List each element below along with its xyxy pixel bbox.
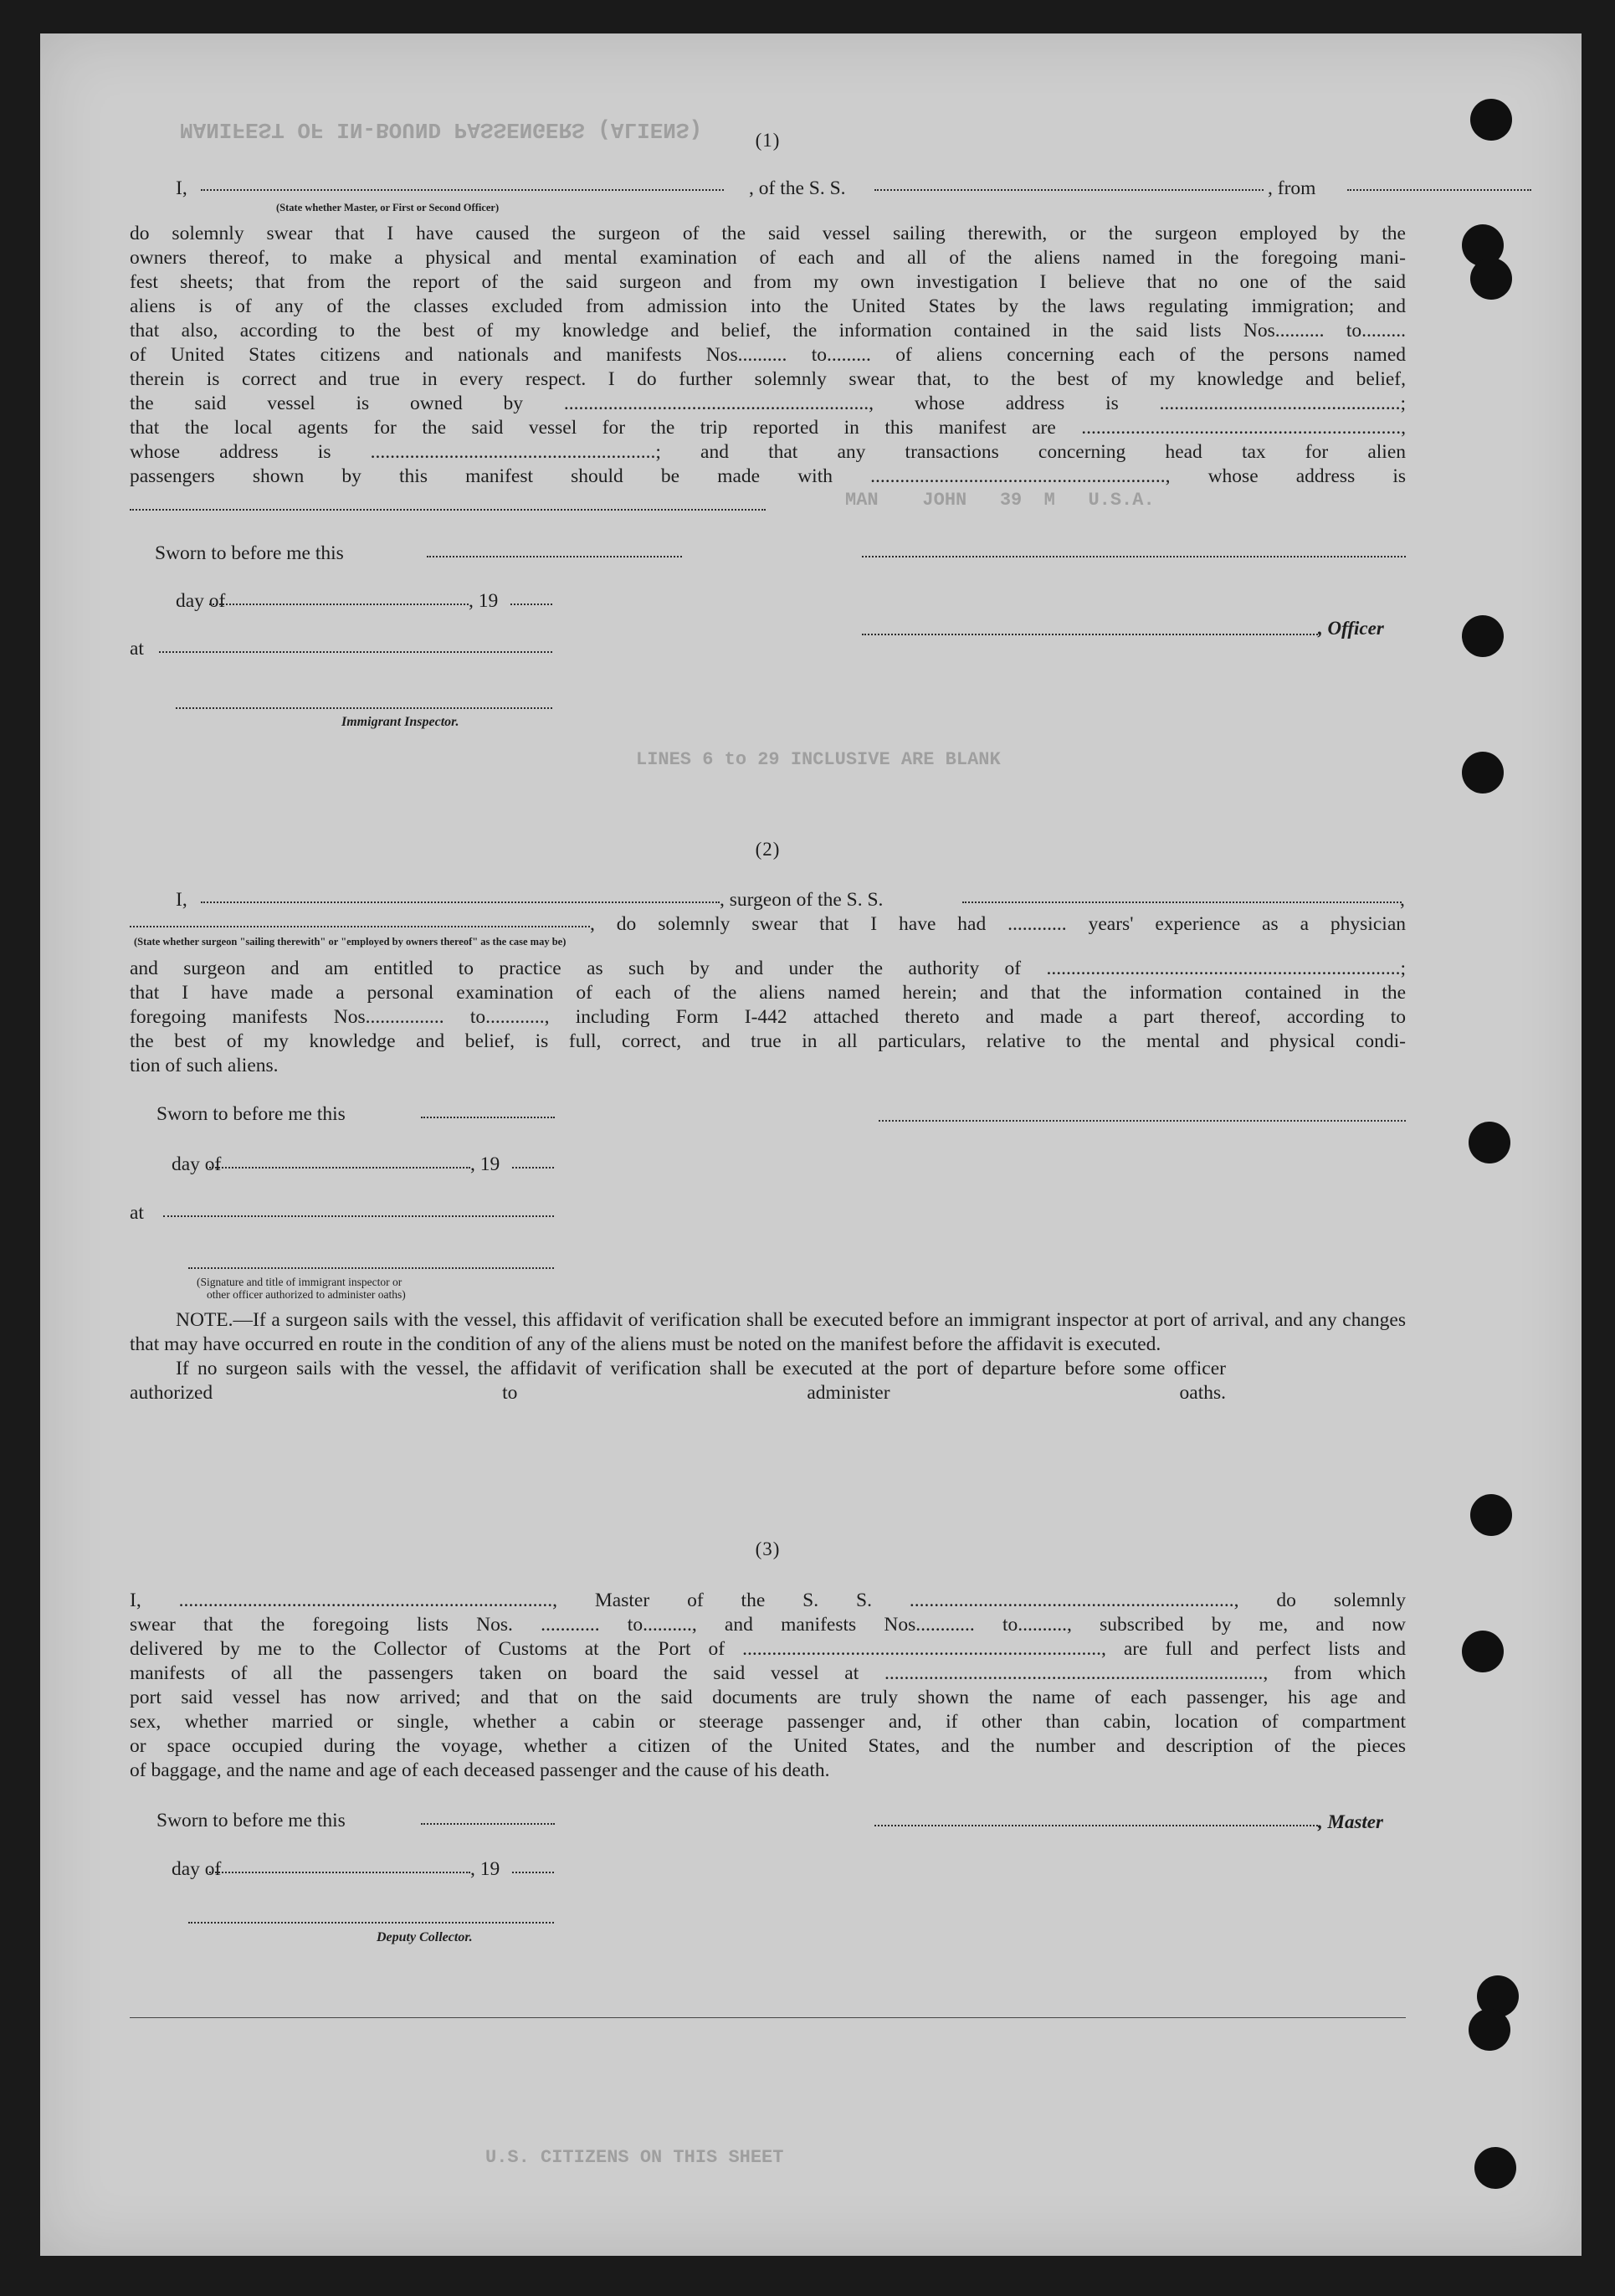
year-field[interactable] — [510, 604, 552, 605]
oath-line: tion of such aliens. — [130, 1055, 279, 1076]
oath-line: swear that the foregoing lists Nos. ............ to.........., and manifests Nos............ to.........., subscribed by me, and now — [130, 1614, 1406, 1636]
deputy-signature-line[interactable] — [188, 1922, 554, 1924]
punch-hole — [1469, 2009, 1510, 2051]
section-number: (1) — [755, 130, 781, 151]
officer-label: , Officer — [1318, 618, 1384, 639]
inspector-signature-line[interactable] — [176, 707, 552, 709]
bleed-through-typed-text-2: LINES 6 to 29 INCLUSIVE ARE BLANK — [636, 749, 1001, 770]
oath-line: the said vessel is owned by .............................................................., whose address is .................................................; — [130, 393, 1406, 414]
month-field[interactable] — [209, 604, 469, 605]
oath-line: manifests of all the passengers taken on board the said vessel at ............................................................................., from which — [130, 1662, 1406, 1684]
sworn-label: Sworn to before me this — [156, 1103, 346, 1125]
punch-hole — [1462, 752, 1504, 794]
signature-caption: other officer authorized to administer oaths) — [207, 1288, 406, 1301]
sworn-day-field[interactable] — [427, 556, 682, 557]
verification-note — [130, 1308, 1406, 1405]
oath-line: do solemnly swear that I have caused the surgeon of the said vessel sailing therewith, or the surgeon employed by the — [130, 223, 1406, 244]
bottom-rule — [130, 2017, 1406, 2018]
bleed-through-typed-text: MAN JOHN 39 M U.S.A. — [845, 490, 1155, 511]
officer-title-line[interactable] — [862, 634, 1318, 635]
experience-line: , do solemnly swear that I have had ............ years' experience as a physician — [590, 913, 1406, 935]
day-of-label: day of — [172, 1858, 222, 1880]
oath-line: and surgeon and am entitled to practice as such by and under the authority of ........................................................................; — [130, 958, 1406, 979]
month-field[interactable] — [209, 1872, 470, 1873]
oath-line: whose address is ..........................................................; and that any transactions concerning head tax for alien — [130, 441, 1406, 463]
punch-hole — [1474, 2147, 1516, 2189]
oath-line: that the local agents for the said vessel for the trip reported in this manifest are ................................................................., — [130, 417, 1406, 439]
oath-line: that also, according to the best of my knowledge and belief, the information contained in the said lists Nos.......... to......... — [130, 320, 1406, 342]
sworn-label: Sworn to before me this — [155, 542, 344, 564]
surgeon-signature-line[interactable] — [879, 1120, 1406, 1122]
master-label: , Master — [1318, 1811, 1383, 1832]
month-field[interactable] — [209, 1167, 470, 1169]
surgeon-ship-label: , surgeon of the S. S. — [720, 889, 884, 911]
day-of-label: day of — [176, 590, 226, 612]
surgeon-name-field[interactable] — [201, 901, 720, 903]
sworn-day-field[interactable] — [421, 1117, 555, 1118]
bleed-through-heading: MANIFEST OF IN-BOUND PASSENGERS (ALIENS) — [180, 117, 703, 142]
day-of-label: day of — [172, 1153, 222, 1175]
sworn-label: Sworn to before me this — [156, 1810, 346, 1831]
section-number: (2) — [755, 839, 781, 860]
ship-name-field[interactable] — [874, 189, 1264, 191]
oath-line: or space occupied during the voyage, whether a citizen of the United States, and the number and description of the pieces — [130, 1735, 1406, 1757]
year-field[interactable] — [512, 1167, 554, 1169]
agent-address-field[interactable] — [130, 509, 766, 511]
punch-hole — [1470, 258, 1512, 300]
note-paragraph: If no surgeon sails with the vessel, the affidavit of verification shall be executed at the port of departure before some officer authorized to administer oaths. — [130, 1358, 1226, 1404]
oath-line: foregoing manifests Nos................ to............, including Form I-442 attached thereto and made a part thereof, according to — [130, 1006, 1406, 1028]
punch-hole — [1462, 1631, 1504, 1672]
oath-line: delivered by me to the Collector of Customs at the Port of ........................................................................., are full and perfect lists and — [130, 1638, 1406, 1660]
oath-line: I, ............................................................................, Master of the S. S. .................................................................., do solemnly — [130, 1590, 1406, 1611]
punch-hole — [1469, 1122, 1510, 1163]
officer-rank-caption: (State whether Master, or First or Second Officer) — [276, 202, 500, 213]
punch-hole — [1470, 99, 1512, 141]
year-field[interactable] — [512, 1872, 554, 1873]
master-label: I, — [176, 177, 187, 199]
at-place-field[interactable] — [159, 651, 552, 653]
oath-line: therein is correct and true in every respect. I do further solemnly swear that, to the best of my knowledge and belief, — [130, 368, 1406, 390]
surgeon-i-label: I, — [176, 889, 187, 911]
year-label: , 19 — [470, 1153, 500, 1175]
oath-line: of United States citizens and nationals and manifests Nos.......... to......... of aliens concerning each of the persons named — [130, 344, 1406, 366]
oath-line: port said vessel has now arrived; and that on the said documents are truly shown the name of each passenger, his age and — [130, 1687, 1406, 1708]
from-label: , from — [1268, 177, 1316, 199]
comma: , — [1400, 889, 1405, 911]
oath-line: owners thereof, to make a physical and mental examination of each and all of the aliens named in the foregoing mani- — [130, 247, 1406, 269]
oath-line: of baggage, and the name and age of each deceased passenger and the cause of his death. — [130, 1759, 830, 1781]
note-paragraph: NOTE.—If a surgeon sails with the vessel, this affidavit of verification shall be executed before an immigrant inspector at port of arrival, and any changes that may have occurred en route in the condition of any of the aliens must be noted on the manifest before the affidavit is executed. — [130, 1309, 1406, 1355]
at-label: at — [130, 638, 144, 660]
oath-line: passengers shown by this manifest should be made with ............................................................, whose address is — [130, 465, 1406, 487]
year-label: , 19 — [469, 590, 499, 612]
surgeon-status-caption: (State whether surgeon "sailing therewith" or "employed by owners thereof" as the case may be) — [134, 936, 567, 948]
at-place-field[interactable] — [163, 1215, 554, 1217]
surgeon-status-field[interactable] — [130, 926, 590, 927]
punch-hole — [1470, 1494, 1512, 1536]
ship-label: , of the S. S. — [749, 177, 846, 199]
oath-line: that I have made a personal examination of each of the aliens named herein; and that the information contained in the — [130, 982, 1406, 1004]
surgeon-ship-field[interactable] — [962, 901, 1402, 903]
signature-caption: (Signature and title of immigrant inspector or — [197, 1276, 402, 1288]
year-label: , 19 — [470, 1858, 500, 1880]
master-name-field[interactable] — [201, 189, 724, 191]
inspector-caption: Immigrant Inspector. — [341, 715, 459, 729]
oath-line: aliens is of any of the classes excluded from admission into the United States by the laws regulating immigration; and — [130, 295, 1406, 317]
punch-hole — [1462, 615, 1504, 657]
master-signature-line[interactable] — [874, 1825, 1318, 1826]
bleed-through-footer: U.S. CITIZENS ON THIS SHEET — [485, 2147, 784, 2168]
section-number: (3) — [755, 1538, 781, 1559]
officer-signature-line[interactable] — [862, 556, 1406, 557]
inspector-signature-line[interactable] — [188, 1267, 554, 1269]
oath-line: sex, whether married or single, whether a cabin or steerage passenger and, if other than cabin, location of compartment — [130, 1711, 1406, 1733]
oath-line: fest sheets; that from the report of the said surgeon and from my own investigation I believe that no one of the said — [130, 271, 1406, 293]
sworn-day-field[interactable] — [421, 1823, 555, 1825]
departure-port-field[interactable] — [1347, 189, 1531, 191]
oath-line: the best of my knowledge and belief, is full, correct, and true in all particulars, relative to the mental and physical condi- — [130, 1030, 1406, 1052]
at-label: at — [130, 1202, 144, 1224]
deputy-caption: Deputy Collector. — [377, 1930, 473, 1944]
